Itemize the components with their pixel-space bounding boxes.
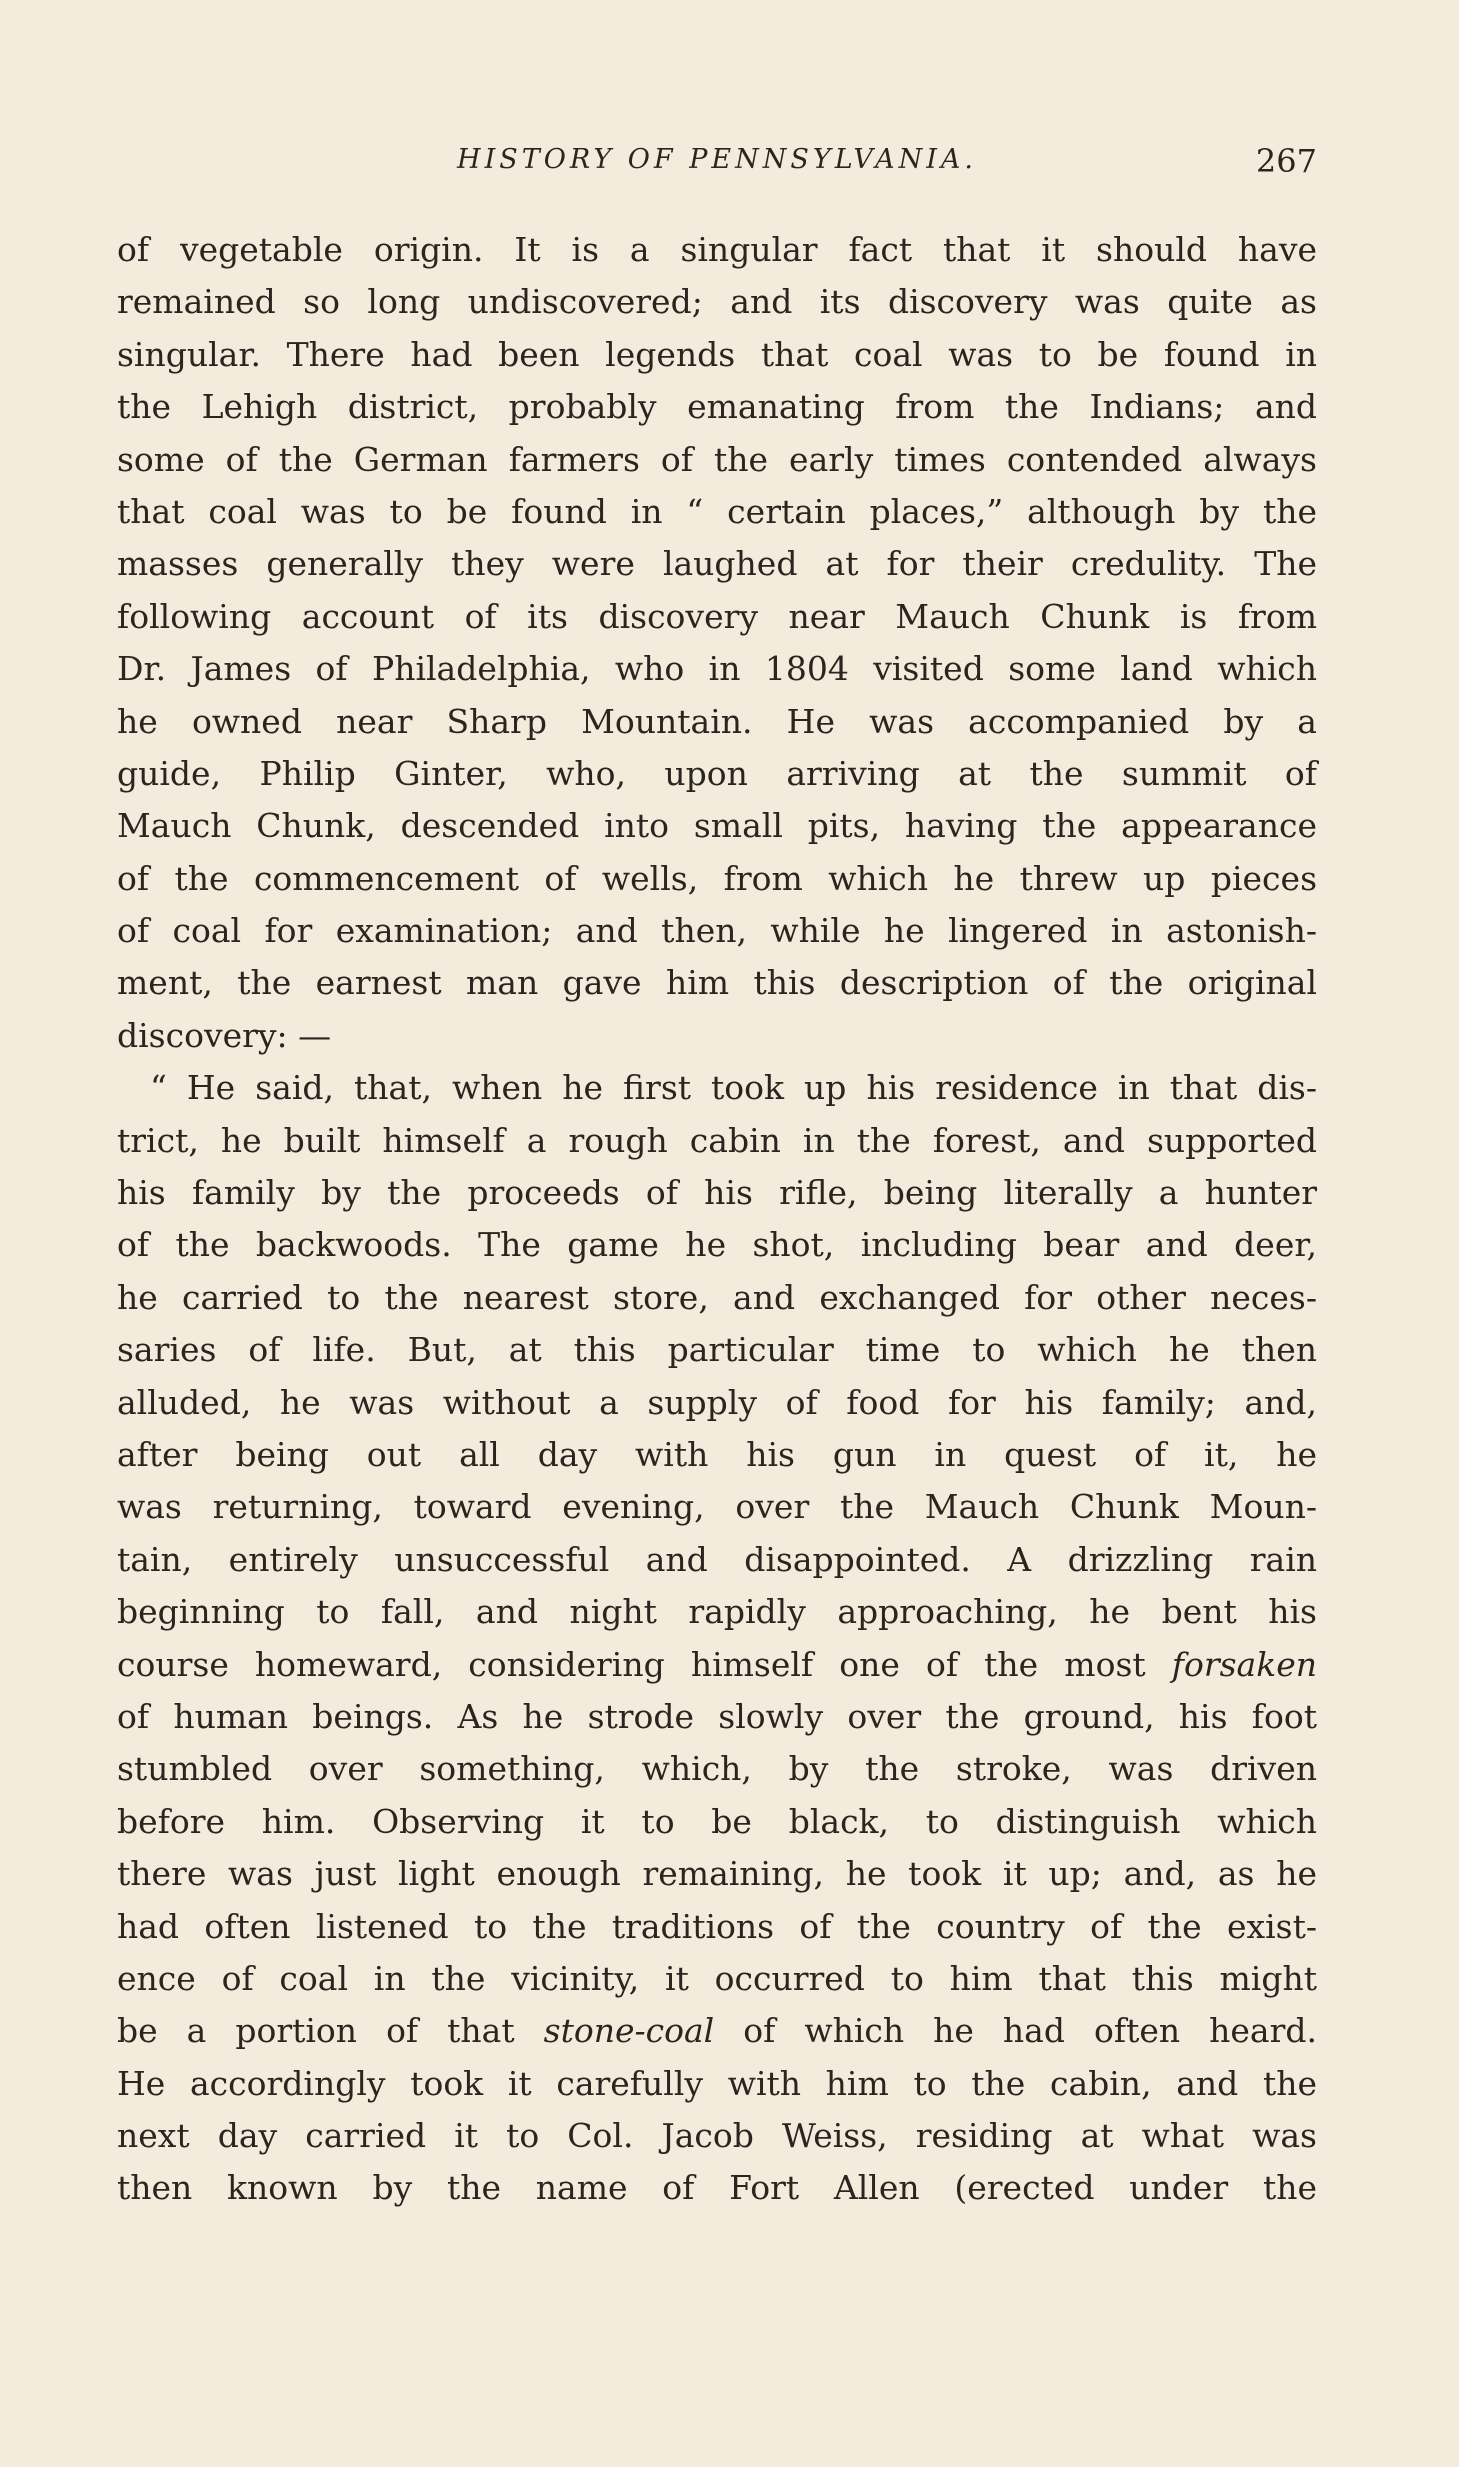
text-line: masses generally they were laughed at for their credulity. The: [117, 544, 1317, 584]
running-head: [117, 144, 1317, 194]
page-number: 267: [1255, 142, 1317, 180]
line-text: of which he had often heard.: [743, 2011, 1317, 2051]
text-line: stumbled over something, which, by the stroke, was driven: [117, 1749, 1317, 1789]
text-line: there was just light enough remaining, he took it up; and, as he: [117, 1854, 1317, 1894]
text-line: of vegetable origin. It is a singular fact that it should have: [117, 230, 1317, 269]
text-line: He accordingly took it carefully with him to the cabin, and the: [117, 2063, 1317, 2103]
text-line: ence of coal in the vicinity, it occurred to him that this might: [117, 1958, 1317, 1998]
text-line: he carried to the nearest store, and exchanged for other neces-: [117, 1277, 1317, 1317]
text-line: of human beings. As he strode slowly over the ground, his foot: [117, 1696, 1317, 1736]
running-title: HISTORY OF PENNSYLVANIA.: [457, 144, 977, 175]
italic-word: stone-coal: [543, 2011, 715, 2051]
text-line: following account of its discovery near Mauch Chunk is from: [117, 596, 1317, 636]
text-line: alluded, he was without a supply of food for his family; and,: [117, 1382, 1317, 1422]
text-line: he owned near Sharp Mountain. He was accompanied by a: [117, 701, 1317, 741]
text-line: Mauch Chunk, descended into small pits, having the appearance: [117, 806, 1317, 846]
text-line: tain, entirely unsuccessful and disappointed. A drizzling rain: [117, 1539, 1317, 1579]
text-line: discovery: —: [117, 1015, 332, 1055]
line-text: course homeward, considering himself one of the most: [117, 1644, 1146, 1684]
text-line: had often listened to the traditions of the country of the exist-: [117, 1906, 1317, 1946]
text-line: before him. Observing it to be black, to distinguish which: [117, 1801, 1317, 1841]
text-line: remained so long undiscovered; and its discovery was quite as: [117, 282, 1317, 322]
text-line: saries of life. But, at this particular time to which he then: [117, 1330, 1317, 1370]
text-line: of the backwoods. The game he shot, including bear and deer,: [117, 1225, 1317, 1265]
text-line: “ He said, that, when he first took up his residence in that dis-: [150, 1068, 1317, 1108]
text-line: guide, Philip Ginter, who, upon arriving at the summit of: [117, 753, 1317, 793]
text-line: [117, 1639, 1317, 1691]
italic-word: forsaken: [1171, 1644, 1317, 1684]
text-line: his family by the proceeds of his rifle, being literally a hunter: [117, 1173, 1317, 1213]
text-line: of the commencement of wells, from which he threw up pieces: [117, 858, 1317, 898]
text-line: beginning to fall, and night rapidly approaching, he bent his: [117, 1592, 1317, 1632]
text-line: trict, he built himself a rough cabin in the forest, and supported: [117, 1120, 1317, 1160]
text-line: next day carried it to Col. Jacob Weiss, residing at what was: [117, 2116, 1317, 2156]
text-line: some of the German farmers of the early times contended always: [117, 439, 1317, 479]
text-line: the Lehigh district, probably emanating from the Indians; and: [117, 387, 1317, 427]
text-line: was returning, toward evening, over the Mauch Chunk Moun-: [117, 1487, 1317, 1527]
text-line: that coal was to be found in “ certain places,” although by the: [117, 491, 1317, 531]
text-line: singular. There had been legends that coal was to be found in: [117, 334, 1317, 374]
text-line: Dr. James of Philadelphia, who in 1804 visited some land which: [117, 649, 1317, 689]
line-text: be a portion of that: [117, 2011, 515, 2051]
text-line: ment, the earnest man gave him this description of the original: [117, 963, 1317, 1003]
text-line: then known by the name of Fort Allen (erected under the: [117, 2168, 1317, 2208]
text-line: of coal for examination; and then, while he lingered in astonish-: [117, 911, 1317, 951]
body-text: [117, 224, 1317, 2215]
text-line: [117, 2005, 1317, 2057]
text-line: after being out all day with his gun in quest of it, he: [117, 1434, 1317, 1474]
